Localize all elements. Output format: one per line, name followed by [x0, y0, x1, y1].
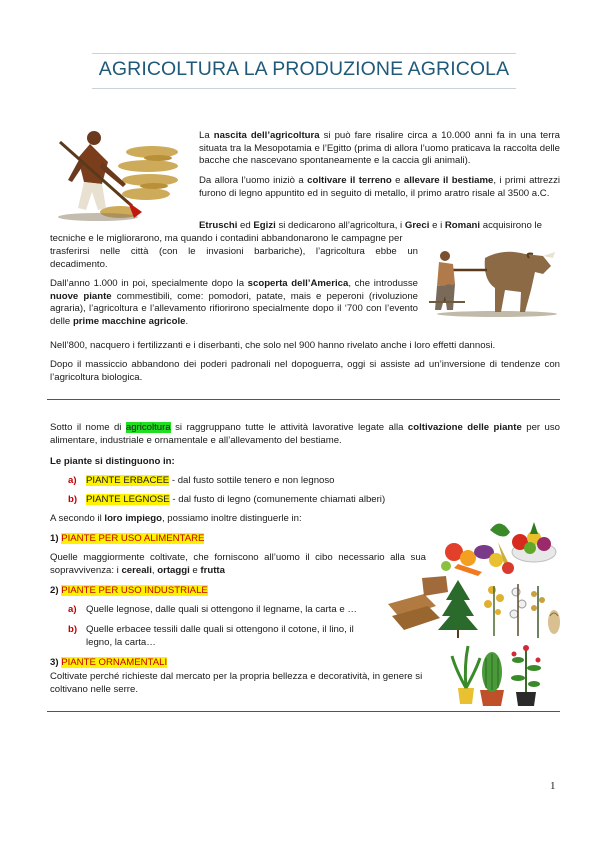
intro-paragraph-3-line3: trasferirsi nelle città (con le invasioni barbariche), l’agricoltura ebbe un — [50, 246, 418, 257]
intro-paragraph-5: Nell’800, nacquero i fertilizzanti e i diserbanti, che solo nel 900 hanno rivelato anche i loro effetti dannosi. — [50, 340, 496, 351]
use2-item-textile: b) Quelle erbacee tessili dalle quali si ottengono il cotone, il lino, il — [68, 624, 354, 635]
page-title: AGRICOLTURA LA PRODUZIONE AGRICOLA — [98, 58, 510, 80]
title-rule-bottom — [92, 88, 516, 89]
use2-item-woody: a) Quelle legnose, dalle quali si ottengono il legname, la carta e … — [68, 604, 357, 615]
use1-desc-line2: sopravvivenza: i cereali, ortaggi e frutta — [50, 565, 225, 576]
section-divider-1 — [47, 399, 560, 400]
intro-paragraph-6: Dopo il massiccio abbandono dei poderi padronali nel dopoguerra, oggi si assiste ad un’inversione di tendenze con l’agricoltura biologica. — [50, 359, 560, 383]
type-item-herbaceous: a) PIANTE ERBACEE - dal fusto sottile tenero e non legnoso — [68, 475, 335, 486]
use-intro: A secondo il loro impiego, possiamo inoltre distinguerle in: — [50, 513, 302, 524]
page-number: 1 — [550, 780, 556, 792]
intro-paragraph-4: Dall’anno 1.000 in poi, specialmente dopo la scoperta dell’America, che introdusse nuove piante commestibili, come: pomodori, patate, mais e peperoni (rivoluzione agraria), l’agricoltura e l’allevamento rifiorirono specialmente dopo il ‘700 con l’evento delle prime macchine agricole. — [50, 278, 418, 327]
use3-desc-line2: coltivano nelle serre. — [50, 684, 138, 695]
use1-heading: 1) PIANTE PER USO ALIMENTARE — [50, 533, 205, 544]
ox-plough-illustration — [425, 240, 560, 318]
use2-item-textile-line2: legno, la carta… — [86, 637, 156, 648]
intro-paragraph-3-line4: decadimento. — [50, 259, 108, 270]
intro-paragraph-3-line2: tecniche e le migliorarono, ma quando i contadini abbandonarono le campagne per — [50, 233, 403, 244]
use1-desc-line1: Quelle maggiormente coltivate, che forniscono all’uomo il cibo necessario alla sua — [50, 552, 426, 563]
intro-paragraph-2: Da allora l’uomo iniziò a coltivare il terreno e allevare il bestiame, i primi attrezzi furono di legno appuntito ed in seguito di metallo, il primo aratro risale al 3500 a.C. — [199, 175, 561, 199]
farmer-hoeing-illustration — [50, 122, 190, 222]
type-item-woody: b) PIANTE LEGNOSE - dal fusto di legno (comunemente chiamati alberi) — [68, 494, 386, 505]
section-divider-2 — [47, 711, 560, 712]
title-rule-top — [92, 53, 516, 54]
industrial-plants-illustration — [384, 576, 562, 642]
section2-intro: Sotto il nome di agricoltura si raggruppano tutte le attività lavorative legate alla coltivazione delle piante per uso alimentare, industriale e ornamentale e all’allevamento del bestiame. — [50, 422, 561, 446]
ornamental-plants-illustration — [444, 640, 556, 708]
use2-heading: 2) PIANTE PER USO INDUSTRIALE — [50, 585, 208, 596]
intro-paragraph-1: La nascita dell’agricoltura si può fare risalire circa a 10.000 anni fa in una terra situata tra la Mesopotamia e l’Egitto (prima di allora l’uomo praticava la raccolta delle bacche che nascevano spontaneamente e la caccia gli animali). — [199, 130, 560, 167]
use3-heading: 3) PIANTE ORNAMENTALI — [50, 657, 168, 668]
intro-paragraph-3-line1: Etruschi ed Egizi si dedicarono all’agricoltura, i Greci e i Romani acquisirono le — [199, 220, 542, 231]
distinguish-heading: Le piante si distinguono in: — [50, 456, 175, 467]
fruits-vegetables-illustration — [438, 512, 560, 578]
use3-desc-line1: Coltivate perché richieste dal mercato per la propria bellezza e decoratività, in genere si — [50, 671, 423, 682]
